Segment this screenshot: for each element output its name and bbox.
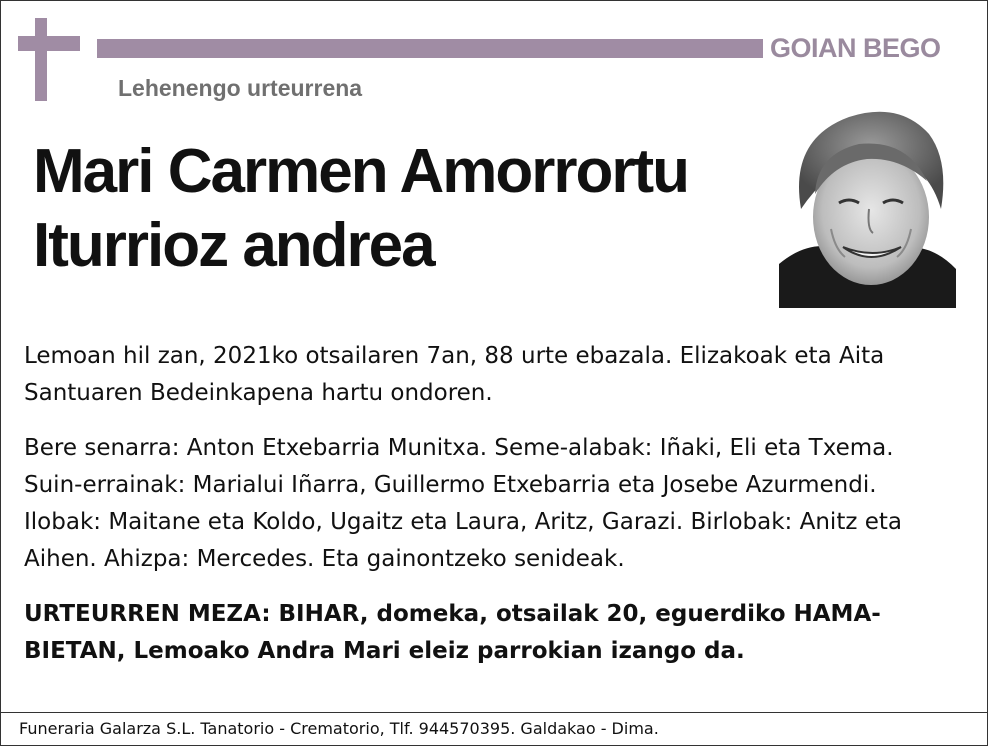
deceased-name [33,135,688,283]
portrait-photo [779,99,956,308]
footer-divider [0,712,988,713]
name-line-1: Mari Carmen Amorrortu [33,137,689,206]
family-paragraph: Bere senarra: Anton Etxebarria Munitxa. Seme-alabak: Iñaki, Eli eta Txema. Suin-errainak: Marialui Iñarra, Guillermo Etxebarria eta Josebe Azurmendi. Ilobak: Maitane eta Koldo, Ugaitz eta Laura, Aritz, Garazi. Birlobak: Anitz eta Aihen. Ahizpa: Mercedes. Eta gainontzeko senideak. [24,435,902,572]
death-details-paragraph: Lemoan hil zan, 2021ko otsailaren 7an, 88 urte ebazala. Elizakoak eta Aita Santuaren Bedeinkapena hartu ondoren. [24,343,885,406]
header-bar [97,39,763,58]
name-line-2: Iturrioz andrea [33,211,434,280]
notice-body [24,338,949,688]
notice-subtitle: Lehenengo urteurrena [118,75,363,101]
mass-announcement: URTEURREN MEZA: BIHAR, domeka, otsailak 20, eguerdiko HAMA-BIETAN, Lemoako Andra Mari eleiz parrokian izango da. [24,601,881,664]
funeral-home-footer: Funeraria Galarza S.L. Tanatorio - Crematorio, Tlf. 944570395. Galdakao - Dima. [19,719,659,738]
brand-label: GOIAN BEGO [770,33,941,63]
